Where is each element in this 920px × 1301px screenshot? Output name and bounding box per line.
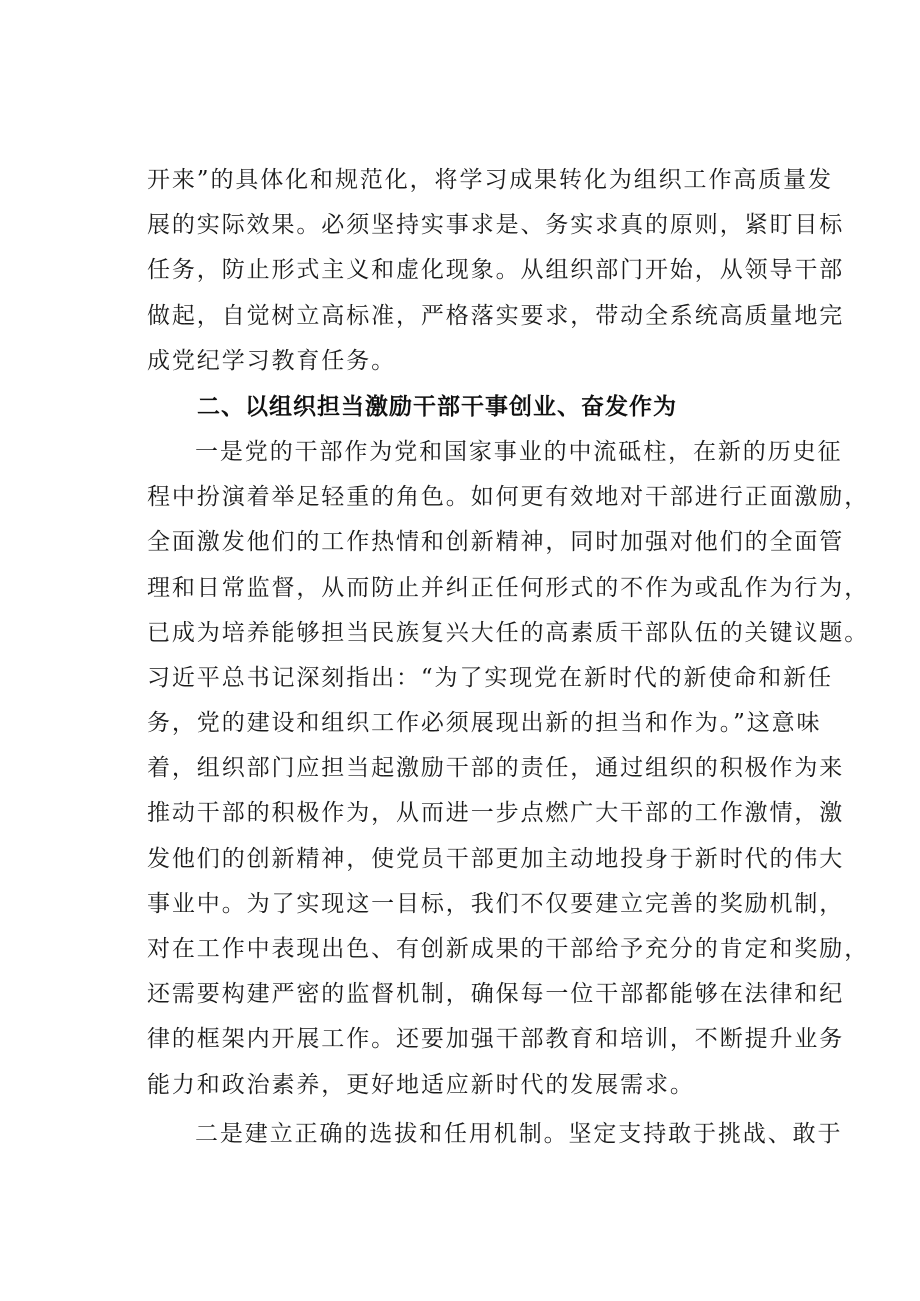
document-body <box>147 158 870 1157</box>
text-line: 全面激发他们的工作热情和创新精神，同时加强对他们的全面管 <box>147 529 845 556</box>
text-line: 务，党的建设和组织工作必须展现出新的担当和作为。”这意味 <box>147 710 822 737</box>
text-line: 成党纪学习教育任务。 <box>147 347 396 374</box>
text-line: 能力和政治素养，更好地适应新时代的发展需求。 <box>147 1071 695 1098</box>
text-line: 发他们的创新精神，使党员干部更加主动地投身于新时代的伟大 <box>147 845 845 872</box>
paragraph-first-point <box>147 430 870 1108</box>
text-line: 开来”的具体化和规范化，将学习成果转化为组织工作高质量发 <box>147 167 833 193</box>
text-line: 二是建立正确的选拔和任用机制。坚定支持敢于挑战、敢于 <box>195 1120 843 1147</box>
paragraph-second-point <box>147 1112 843 1157</box>
text-line: 已成为培养能够担当民族复兴大任的高素质干部队伍的关键议题。 <box>147 619 870 646</box>
section-heading: 二、以组织担当激励干部干事创业、奋发作为 <box>197 393 677 420</box>
text-line: 着，组织部门应担当起激励干部的责任，通过组织的积极作为来 <box>147 755 845 782</box>
text-line: 还需要构建严密的监督机制，确保每一位干部都能够在法律和纪 <box>147 981 845 1008</box>
text-line: 程中扮演着举足轻重的角色。如何更有效地对干部进行正面激励， <box>147 484 870 511</box>
text-line: 理和日常监督，从而防止并纠正任何形式的不作为或乱作为行为， <box>147 574 870 601</box>
text-line: 做起，自觉树立高标准，严格落实要求，带动全系统高质量地完 <box>147 302 845 329</box>
paragraph-continuation <box>147 158 845 384</box>
text-line: 展的实际效果。必须坚持实事求是、务实求真的原则，紧盯目标 <box>147 212 845 239</box>
text-line: 律的框架内开展工作。还要加强干部教育和培训，不断提升业务 <box>147 1026 845 1053</box>
text-line: 任务，防止形式主义和虚化现象。从组织部门开始，从领导干部 <box>147 257 845 284</box>
text-line: 事业中。为了实现这一目标，我们不仅要建立完善的奖励机制， <box>147 890 845 917</box>
text-line: 习近平总书记深刻指出：“为了实现党在新时代的新使命和新任 <box>147 664 833 691</box>
text-line: 对在工作中表现出色、有创新成果的干部给予充分的肯定和奖励， <box>147 936 870 962</box>
text-line: 推动干部的积极作为，从而进一步点燃广大干部的工作激情，激 <box>147 800 845 827</box>
text-line: 一是党的干部作为党和国家事业的中流砥柱，在新的历史征 <box>195 438 843 465</box>
